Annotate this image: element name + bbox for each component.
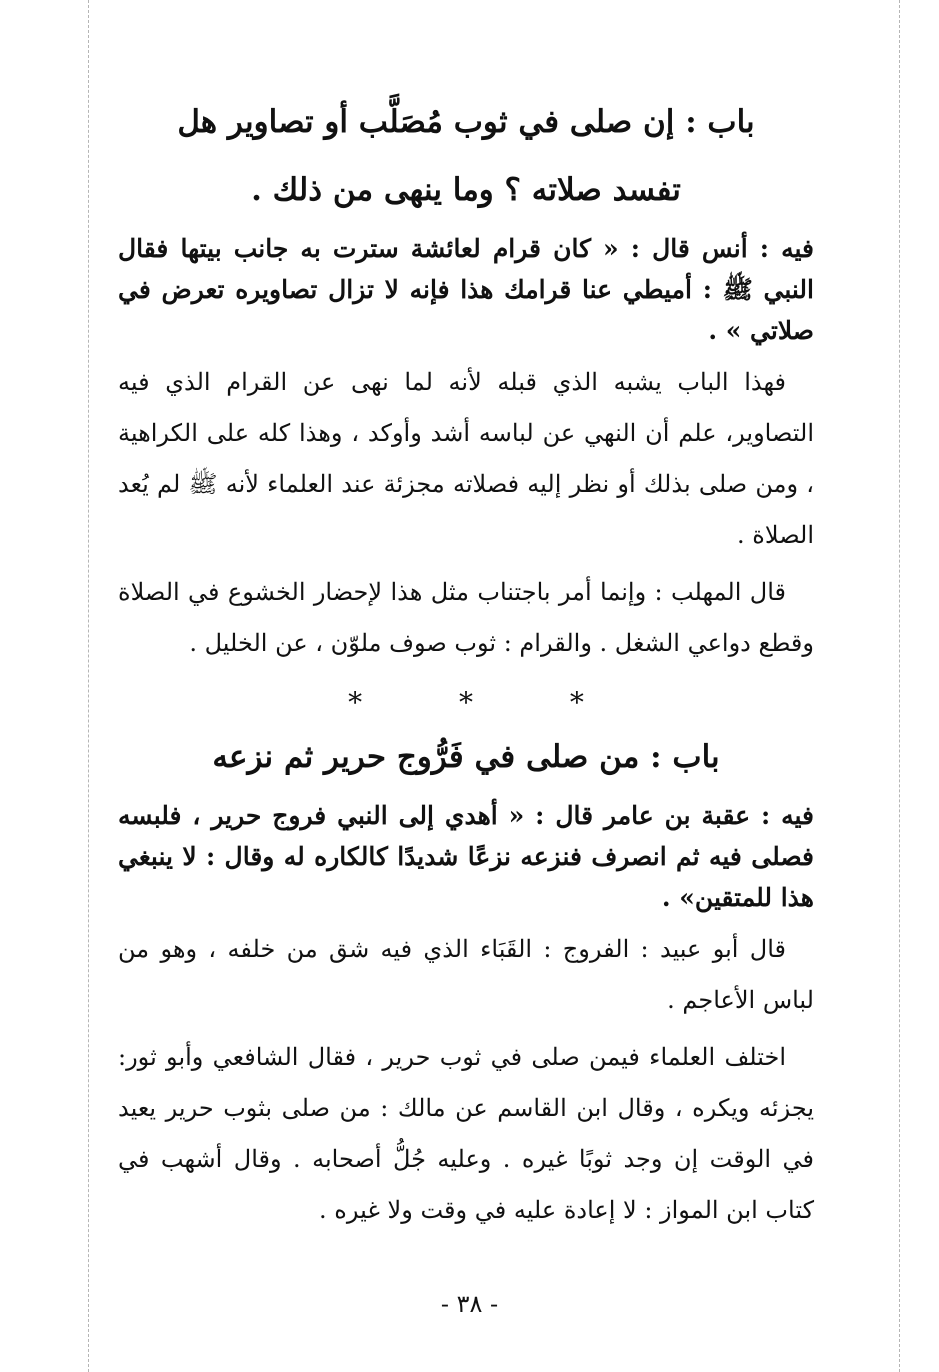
section1-title-line2: تفسد صلاته ؟ وما ينهى من ذلك . [251,172,681,208]
section1-hadith: فيه : أنس قال : « كان قرام لعائشة سترت به جانب بيتها فقال النبي ﷺ : أميطي عنا قرامك هذا فإنه لا تزال تصاويره تعرض في صلاتي » . [118,234,814,345]
document-page [118,88,814,1236]
section2-paragraph-2: اختلف العلماء فيمن صلى في ثوب حرير ، فقال الشافعي وأبو ثور: يجزئه ويكره ، وقال ابن القاسم عن مالك : من صلى بثوب حرير يعيد في الوقت إن وجد ثوبًا غيره . وعليه جُلُّ أصحابه . وقال أشهب في كتاب ابن المواز : لا إعادة عليه في وقت ولا غيره . [118,1043,814,1224]
page-edge-right [899,0,900,1372]
section2-paragraph-1: قال أبو عبيد : الفروج : القَبَاء الذي فيه شق من خلفه ، وهو من لباس الأعاجم . [118,935,814,1014]
section-separator: * * * [348,686,628,719]
section2-title: باب : من صلى في فَرُّوج حرير ثم نزعه [212,739,720,775]
page-edge-left [88,0,89,1372]
page-number: - ٣٨ - [440,1290,499,1318]
section1-paragraph-2: قال المهلب : وإنما أمر باجتناب مثل هذا لإحضار الخشوع في الصلاة وقطع دواعي الشغل . والقرام : ثوب صوف ملوّن ، عن الخليل . [118,578,814,657]
section1-paragraph-1: فهذا الباب يشبه الذي قبله لأنه لما نهى عن القرام الذي فيه التصاوير، علم أن النهي عن لباسه أشد وأوكد ، وهذا كله على الكراهية ، ومن صلى بذلك أو نظر إليه فصلاته مجزئة عند العلماء لأنه ﷺ لم يُعد الصلاة . [118,368,814,549]
section1-title-line1: باب : إن صلى في ثوب مُصَلَّب أو تصاوير هل [177,104,755,140]
section2-hadith: فيه : عقبة بن عامر قال : « أهدي إلى النبي فروج حرير ، فلبسه فصلى فيه ثم انصرف فنزعه نزعًا شديدًا كالكاره له وقال : لا ينبغي هذا للمتقين» . [118,801,814,912]
